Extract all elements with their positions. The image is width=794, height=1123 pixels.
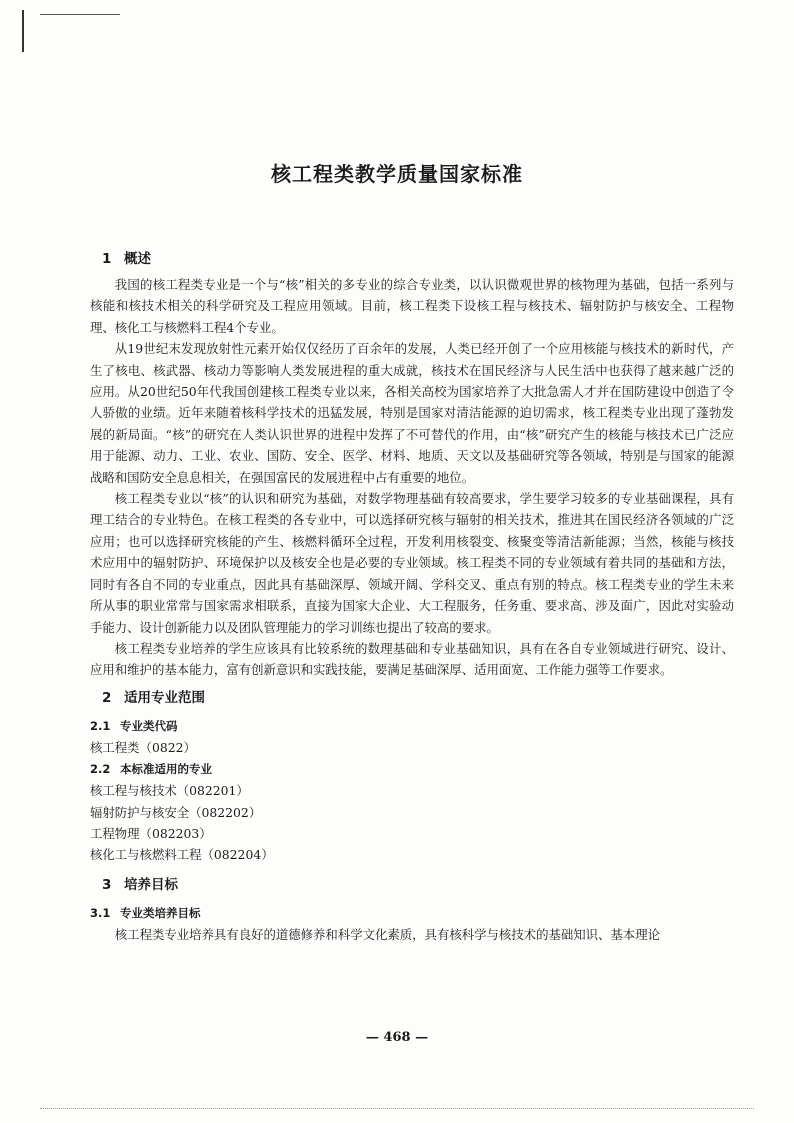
major-item: 核化工与核燃料工程（082204） bbox=[90, 847, 274, 863]
paragraph: 核工程类专业以“核”的认识和研究为基础，对数学物理基础有较高要求，学生要学习较多的专业基础课程，具有理工结合的专业特色。在核工程类的各专业中，可以选择研究核与辐射的相关技术，推进其在国民经济各领域的广泛应用；也可以选择研究核能的产生、核燃料循环全过程，开发利用核裂变、核聚变等清洁新能源；当然，核能与核技术应用中的辐射防护、环境保护以及核安全也是必要的专业领域。核工程类不同的专业领域有着共同的基础和方法，同时有各自不同的专业重点，因此具有基础深厚、领域开阔、学科交叉、重点有别的特点。核工程类专业的学生未来所从事的职业常常与国家需求相联系，直接为国家大企业、大工程服务，任务重、要求高、涉及面广，因此对实验动手能力、设计创新能力以及团队管理能力的学习训练也提出了较高的要求。 bbox=[90, 491, 734, 635]
major-item: 辐射防护与核安全（082202） bbox=[90, 804, 262, 820]
paragraph: 核工程类专业培养具有良好的道德修养和科学文化素质，具有核科学与核技术的基础知识、基本理论 bbox=[114, 926, 660, 942]
paragraph: 从19世纪末发现放射性元素开始仅仅经历了百余年的发展，人类已经开创了一个应用核能与核技术的新时代，产生了核电、核武器、核动力等影响人类发展进程的重大成就，核技术在国民经济与人民生活中也获得了越来越广泛的应用。从20世纪50年代我国创建核工程类专业以来，各相关高校为国家培养了大批急需人才并在国防建设中创造了令人骄傲的业绩。近年来随着核科学技术的迅猛发展，特别是国家对清洁能源的迫切需求，核工程类专业出现了蓬勃发展的新局面。“核”的研究在人类认识世界的进程中发挥了不可替代的作用，由“核”研究产生的核能与核技术已广泛应用于能源、动力、工业、农业、国防、安全、医学、材料、地质、天文以及基础研究等各领域，特别是与国家的能源战略和国防安全息息相关，在强国富民的发展进程中占有重要的地位。 bbox=[90, 341, 734, 485]
major-item: 工程物理（082203） bbox=[90, 825, 212, 841]
section-2-heading: 2 适用专业范围 bbox=[102, 689, 205, 706]
paragraph: 我国的核工程类专业是一个与“核”相关的多专业的综合专业类，以认识微观世界的核物理为基础，包括一系列与核能和核技术相关的科学研究及工程应用领域。目前，核工程类下设核工程与核技术、辐射防护与核安全、工程物理、核化工与核燃料工程4个专业。 bbox=[90, 277, 734, 335]
section-1-heading: 1 概述 bbox=[102, 251, 151, 267]
subsection-2-1-heading: 2.1 专业类代码 bbox=[90, 718, 178, 733]
scan-edge-mark bbox=[22, 10, 24, 52]
subsection-3-1-heading: 3.1 专业类培养目标 bbox=[90, 905, 201, 920]
section-3-heading: 3 培养目标 bbox=[102, 876, 178, 893]
paragraph: 核工程类专业培养的学生应该具有比较系统的数理基础和专业基础知识，具有在各自专业领域进行研究、设计、应用和维护的基本能力，富有创新意识和实践技能，要满足基础深厚、适用面宽、工作能力强等工作要求。 bbox=[90, 640, 734, 678]
major-item: 核工程与核技术（082201） bbox=[90, 783, 249, 799]
scan-top-rule bbox=[40, 14, 120, 15]
document-title: 核工程类教学质量国家标准 bbox=[271, 162, 523, 186]
subsection-2-2-heading: 2.2 本标准适用的专业 bbox=[90, 762, 212, 777]
document-body bbox=[90, 248, 734, 945]
scan-bottom-edge bbox=[40, 1108, 754, 1109]
page-number: — 468 — bbox=[365, 1030, 429, 1045]
category-code: 核工程类（0822） bbox=[90, 739, 196, 755]
